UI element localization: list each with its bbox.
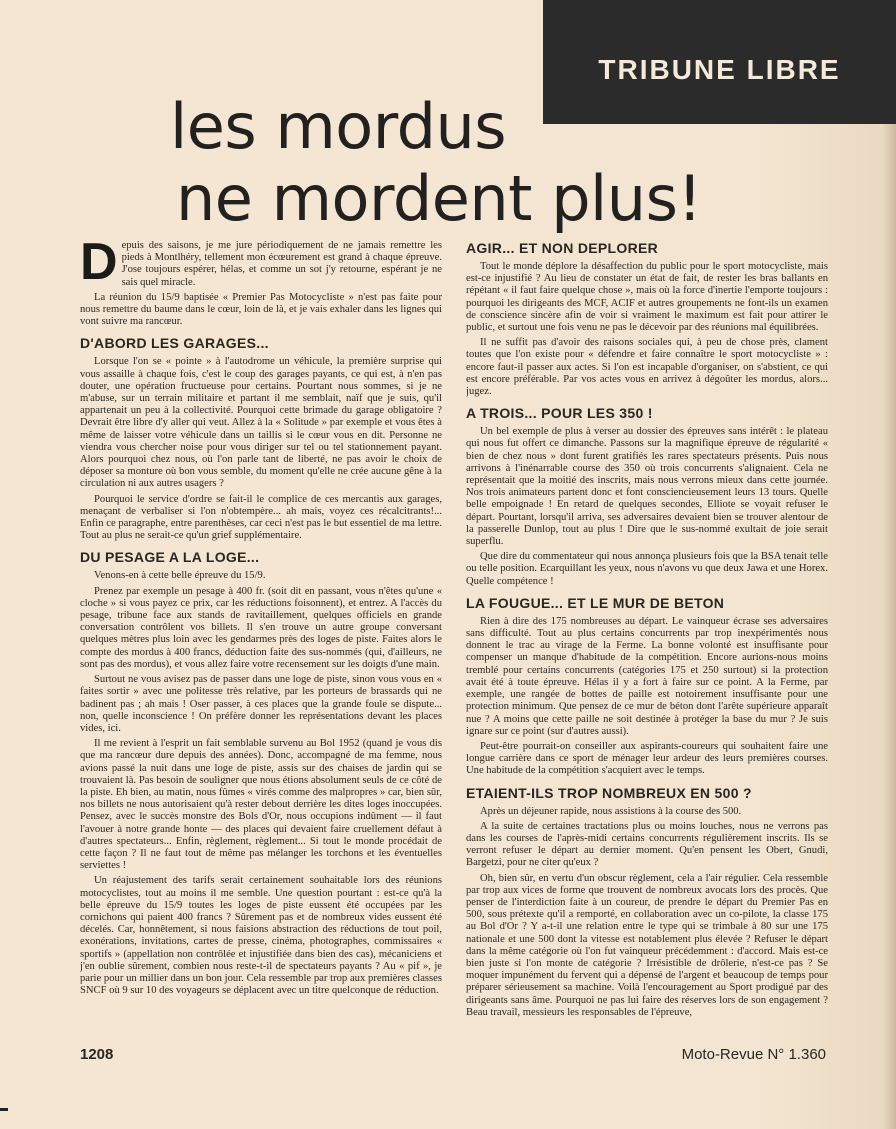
body-paragraph: Surtout ne vous avisez pas de passer dans une loge de piste, sinon vous vous en « faites sortir » avec une politesse très relative, par les porteurs de brassards qui ne badinent pas ; ah mais ! Oser passer, à ces places que la grande foule se dispute... non, quelle inconscience ! On préfère donner les représentations devant les places vides, ici. [80,674,442,734]
body-paragraph: Prenez par exemple un pesage à 400 fr. (soit dit en passant, vous n'êtes qu'une « cloche » si vous payez ce prix, car les réductions foisonnent), et entrez. A l'accès du pesage, tribune face aux stands de ravitaillement, quelques officiels en grande conversation contrôlent vos billets. Il s'en trouve un autre groupe conversant quelques mètres plus loin avec les gendarmes près des loges de piste. Faites alors le compte des mordus à 400 francs, déduction faite des sus-nommés (qui, d'ailleurs, ne sont pas des mordus), et vous allez faire votre recensement sur les doigts d'une main. [80,585,442,670]
body-paragraph: A la suite de certaines tractations plus ou moins louches, nous ne verrons pas dans les courses de l'après-midi certains concurrents régulièrement inscrits. Ils se verront refuser le départ au dernier moment. Qu'en pensent les Obert, Gnudi, Bargetzi, pour ne citer qu'eux ? [466,820,828,869]
page-number: 1208 [80,1046,114,1063]
headline-line-1: les mordus [170,90,507,163]
body-paragraph: Que dire du commentateur qui nous annonça plusieurs fois que la BSA tenait telle ou telle position. Ecarquillant les yeux, nous n'avons vu que deux Jawa et une Horex. Quelle compétence ! [466,551,828,587]
body-paragraph: Un bel exemple de plus à verser au dossier des épreuves sans intérêt : le plateau qui nous fut offert ce dimanche. Passons sur la magnifique épreuve de régularité « bien de chez nous » dont furent gratifiés les rares spectateurs présents. Puis nous arrivons à l'inénarrable course des 350 où trois concurrents s'alignaient. Cela ne représentait que la moitié des inscrits, mais nous verrons mieux dans cette journée. Nos trois animateurs partent donc et font consciencieusement leurs 13 tours. Quelle belle empoignade ! En retard de quelques secondes, Elliote se voyait refuser le départ. Pourtant, lorsqu'il arriva, ses adversaires devaient bien se trouver alentour de la passerelle Dunlop, tout au plus ! Dire que le sus-nommé exultait de joie serait superflu. [466,426,828,548]
headline-line-2: ne mordent plus! [176,162,702,235]
body-paragraph: Après un déjeuner rapide, nous assistions à la course des 500. [480,805,742,817]
publication-issue: Moto-Revue N° 1.360 [681,1046,826,1063]
section-heading: AGIR... ET NON DEPLORER [466,240,659,256]
body-paragraph: Peut-être pourrait-on conseiller aux aspirants-coureurs qui souhaitent faire une longue carrière dans ce sport de ménager leur ardeur des leurs premières courses. Une habitude de la compétition s'acquiert avec le temps. [466,740,828,777]
section-label: TRIBUNE LIBRE [598,54,841,85]
section-heading: DU PESAGE A LA LOGE... [80,549,260,566]
body-paragraph: Venons-en à cette belle épreuve du 15/9. [94,570,266,582]
intro-paragraph-2: La réunion du 15/9 baptisée « Premier Pas Motocycliste » n'est pas faite pour nous remettre du baume dans le cœur, loin de là, et je vais exhaler dans les lignes qui vont suivre ma rancœur. [80,291,442,328]
section-heading: LA FOUGUE... ET LE MUR DE BETON [466,594,725,611]
body-paragraph: Un réajustement des tarifs serait certainement souhaitable lors des réunions motocyclistes, tout au moins il me semble. Une question pourtant : est-ce qu'à la belle épreuve du 15/9 toutes les loges de piste eussent été occupées par les cornichons qui paient 400 francs ? Sûrement pas et de nombreux vides eussent été décelés. Car, honnêtement, si nous faisions abstraction des réductions de tout poil, exonérations, invitations, cartes de presse, cinéma, photographes, commissaires « sportifs » (appellation non contrôlée et injustifiée dans bien des cas), mécaniciens et j'en oublie sûrement, combien nous reste-t-il de spectateurs payants ? Au « pif », je parie pour un millier dans un bon jour. Cela ressemble par trop aux premières classes SNCF où 9 sur 10 des voyageurs se déplacent avec un titre quelconque de réduction. [80,875,442,997]
body-paragraph: Lorsque l'on se « pointe » à l'autodrome un véhicule, la première surprise qui vous assaille à chaque fois, c'est le coup des garages payants, ce qui est, à n'en pas douter, une opération fructueuse pour certains. Pourtant nous sommes, si je ne m'abuse, sur un terrain militaire et partant il me semblait, naïf que je suis, qu'il appartenait un peu à la collectivité. Pourquoi cette brimade du garage obligatoire ? Devrait être libre d'y aller qui veut. Allez à la « Solitude » par exemple et vous êtes à même de laisser votre véhicule dans un taillis si le cœur vous en dit. Personne ne viendra vous chercher noise pour vous diriger sur tel ou tel stationnement payant. Alors pourquoi chez nous, où l'on parle tant de liberté, ne pas avoir le choix de déposer sa monture où bon vous semble, du moment qu'elle ne crée aucune gêne à la circulation ni aux autres usagers ? [80,356,442,490]
section-heading: D'ABORD LES GARAGES... [80,335,269,352]
section-heading: A TROIS... POUR LES 350 ! [466,405,653,422]
section-heading: ETAIENT-ILS TROP NOMBREUX EN 500 ? [466,784,752,801]
body-paragraph: Il me revient à l'esprit un fait semblable survenu au Bol 1952 (quand je vous dis que ma rancœur dure depuis des années). Donc, accompagné de ma femme, nous avions passé la nuit dans une loge de piste, assis sur des chaises de jardin qui se trouvaient là. Pas besoin de souligner que nous étions absolument seuls de ce côté de la piste. Eh bien, au matin, nous fûmes « virés comme des malpropres » car, bien sûr, nos billets ne nous autorisaient qu'à rester debout derrière les dites loges inoccupées. Pensez, avec le succès monstre des Bols d'Or, nous occupions indûment — il faut l'avouer à notre grande honte — des places qui devaient faire cruellement défaut à d'autres spectateurs... Enfin, règlement, règlement... Si tout le monde procédait de cette façon ? Il ne faut tout de même pas mélanger les torchons et les éventuelles serviettes ! [80,738,442,872]
article-column-left [80,240,442,1060]
headline [170,90,790,235]
body-paragraph: Tout le monde déplore la désaffection du public pour le sport motocycliste, mais est-ce injustifié ? Au lieu de constater un état de fait, de rester les bras ballants en répétant « il faut faire quelque chose », mais où la force d'inertie l'emporte toujours : pourquoi les dirigeants des MCF, ACIF et autres groupements ne font-ils un examen de conscience sincère afin de voir si vraiment le maximum est fait pour attirer le public, et surtout une fois venu ne pas le décevoir par des réunions mal équilibrées. [466,261,828,334]
page-mark [0,1108,8,1111]
drop-cap: D [80,240,118,291]
body-paragraph: Il ne suffit pas d'avoir des raisons sociales qui, à peu de chose près, clament toutes que l'on existe pour « défendre et faire connaître le sport motocycliste » : encore faut-il passer aux actes. Si l'on est incapable d'organiser, on s'abstient, ce qui est encore préférable. Par vos actes vous en arrivez à dégoûter les mordus, alors... jugez. [466,337,828,398]
page-edge-shadow [882,0,896,1129]
article-column-right [466,240,828,1060]
body-paragraph: Pourquoi le service d'ordre se fait-il le complice de ces mercantis aux garages, menaçant de verbaliser si l'on n'obtempère... ah mais, voyez ces récalcitrants!... Enfin ce paragraphe, entre parenthèses, car ceci n'est pas le but essentiel de ma lettre. Tout au plus ne serait-ce qu'un grief supplémentaire. [80,493,442,542]
body-paragraph: Rien à dire des 175 nombreuses au départ. Le vainqueur écrase ses adversaires sans difficulté. Tout au plus certains concurrents par trop inexpérimentés nous donnent le trac au virage de la Ferme. La bonne volonté est insuffisante pour compenser un manque d'habitude de la compétition. Encore aurions-nous moins tremblé pour certains concurrents (catégories 175 et 250 surtout) si la protection avait été à toute épreuve. Hélas il y a fort à faire sur ce point. A la Ferme, par exemple, une rangée de bottes de paille est notoirement insuffisante pour une protection minimum. Que pensez de ce mur de béton dont l'arête supérieure apparaît nue ? A moins que cette paille ne soit destinée à protéger la base du mur ? Je suis ignare sur ce point (sur d'autres aussi). [466,615,828,737]
intro-paragraph-1: Depuis des saisons, je me jure périodiquement de ne jamais remettre les pieds à Montlhéry, tellement mon écœurement est grand à chaque épreuve. J'ose toujours espérer, hélas, et comme un sot j'y retourne, espérant je ne sais quel miracle. [80,240,442,291]
body-paragraph: Oh, bien sûr, en vertu d'un obscur règlement, cela a l'air régulier. Cela ressemble par trop aux vices de forme que trouvent de nombreux avocats lors des procès. Que penser de l'interdiction faite à un coureur, de prendre le départ du Premier Pas en 500, sous prétexte qu'il a remporté, en collaboration avec un co-pilote, la classe 175 au Bol d'Or ? Y a-t-il une relation entre le type qui se trimbale à 80 sur une 175 nationale et une 500 dont la vitesse est notablement plus élevée ? Refuser le départ dans la même catégorie où l'on fut vainqueur précédemment : d'accord. Mais est-ce bien juste si l'on monte de catégorie ? Irrésistible de drôlerie, n'est-ce pas ? Se moquer impunément du fervent qui a dépensé de l'argent et beaucoup de temps pour préparer sérieusement sa machine. Voilà l'encouragement au Sport prodigué par des dirigeants sans âme. Pourquoi ne pas lui faire des réserves lors de son engagement ? Beau travail, messieurs les responsables de l'épreuve, [466,872,828,1018]
